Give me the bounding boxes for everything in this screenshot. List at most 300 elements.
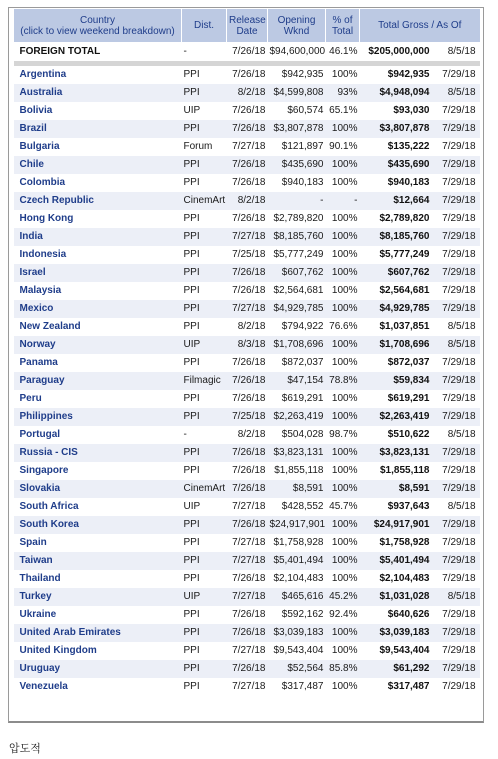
- opening-weekend: $8,185,760: [268, 228, 326, 246]
- percent-of-total: 85.8%: [326, 660, 360, 678]
- distributor: PPI: [182, 516, 227, 534]
- release-date: 7/26/18: [227, 516, 268, 534]
- release-date: 7/26/18: [227, 264, 268, 282]
- distributor: PPI: [183, 609, 200, 620]
- table-row: [14, 624, 480, 642]
- country-link[interactable]: United Kingdom: [19, 645, 97, 656]
- release-date: 7/26/18: [232, 465, 266, 476]
- foreign-box-office-table: [13, 8, 480, 696]
- foreign-total-dist: -: [183, 46, 187, 58]
- opening-weekend: $794,922: [281, 321, 324, 332]
- opening-weekend: $9,543,404: [273, 645, 324, 656]
- country-link[interactable]: Thailand: [19, 573, 61, 584]
- total-gross: $135,222: [387, 141, 430, 152]
- as-of-date: 8/5/18: [447, 321, 476, 332]
- caption-text: 압도적: [9, 742, 41, 755]
- total-gross: $12,664: [360, 192, 432, 210]
- table-row: [14, 174, 480, 192]
- table-row: [14, 642, 480, 660]
- table-row: [14, 408, 480, 426]
- release-date: 7/27/18: [232, 681, 266, 692]
- table-row: [14, 480, 480, 498]
- release-date: 7/25/18: [227, 408, 268, 426]
- release-date: 7/26/18: [232, 609, 266, 620]
- release-date: 7/25/18: [232, 249, 266, 260]
- as-of-date: 7/29/18: [442, 141, 476, 152]
- table-row: [14, 84, 480, 102]
- total-gross: $3,807,878: [360, 120, 432, 138]
- foreign-total-label: FOREIGN TOTAL: [19, 46, 101, 58]
- country-link[interactable]: Mexico: [14, 300, 182, 318]
- release-date: 8/2/18: [237, 429, 266, 440]
- country-link[interactable]: South Africa: [19, 501, 79, 512]
- total-gross: $3,039,183: [360, 624, 432, 642]
- country-link[interactable]: Singapore: [19, 465, 69, 476]
- percent-of-total: 100%: [326, 120, 360, 138]
- opening-weekend: $121,897: [281, 141, 324, 152]
- country-link[interactable]: India: [14, 228, 182, 246]
- as-of-date: 7/29/18: [432, 480, 480, 498]
- release-date: 7/26/18: [232, 393, 266, 404]
- total-gross: $4,948,094: [360, 84, 432, 102]
- total-gross: $24,917,901: [360, 516, 432, 534]
- country-link[interactable]: Indonesia: [19, 249, 67, 260]
- as-of-date: 7/29/18: [442, 681, 476, 692]
- opening-weekend: $465,616: [268, 588, 326, 606]
- release-date: 7/26/18: [232, 69, 266, 80]
- total-gross: $1,855,118: [380, 465, 430, 476]
- opening-weekend: $428,552: [281, 501, 324, 512]
- distributor: PPI: [183, 213, 200, 224]
- total-gross: $510,622: [387, 429, 430, 440]
- distributor: PPI: [182, 156, 227, 174]
- total-gross: $1,031,028: [360, 588, 432, 606]
- release-date: 7/26/18: [227, 120, 268, 138]
- distributor: PPI: [183, 321, 200, 332]
- as-of-date: 7/29/18: [432, 228, 480, 246]
- box-office-table-frame: [8, 7, 484, 723]
- distributor: PPI: [183, 357, 200, 368]
- table-row: [14, 426, 480, 444]
- release-date: 8/2/18: [237, 321, 266, 332]
- as-of-date: 7/29/18: [442, 213, 476, 224]
- percent-of-total: 100%: [326, 336, 360, 354]
- opening-weekend: $2,104,483: [273, 573, 324, 584]
- opening-weekend: $5,777,249: [273, 249, 324, 260]
- opening-weekend: $435,690: [268, 156, 326, 174]
- dist-column-header[interactable]: Dist.: [182, 9, 227, 43]
- distributor: UIP: [182, 588, 227, 606]
- country-link[interactable]: Venezuela: [19, 681, 68, 692]
- country-column-header[interactable]: [14, 9, 182, 43]
- distributor: PPI: [182, 660, 227, 678]
- release-date: 7/27/18: [227, 300, 268, 318]
- table-row: [14, 570, 480, 588]
- total-gross: $942,935: [387, 69, 430, 80]
- as-of-date: 7/29/18: [432, 408, 480, 426]
- as-of-date: 8/5/18: [432, 336, 480, 354]
- distributor: PPI: [182, 228, 227, 246]
- distributor: PPI: [183, 393, 200, 404]
- release-date: 7/27/18: [227, 228, 268, 246]
- foreign-total-row: [14, 43, 480, 61]
- total-gross: $9,543,404: [379, 645, 430, 656]
- total-gross: $1,708,696: [360, 336, 432, 354]
- release-date: 7/26/18: [232, 213, 266, 224]
- release-date: 7/26/18: [227, 444, 268, 462]
- table-body: [14, 43, 480, 696]
- distributor: PPI: [182, 624, 227, 642]
- country-link[interactable]: Paraguay: [14, 372, 182, 390]
- percent-of-total: 100%: [326, 516, 360, 534]
- total-gross-column-header[interactable]: Total Gross / As Of: [360, 9, 480, 43]
- distributor: PPI: [183, 177, 200, 188]
- total-gross: $2,789,820: [379, 213, 430, 224]
- country-link[interactable]: Chile: [14, 156, 182, 174]
- total-gross: $317,487: [387, 681, 430, 692]
- percent-of-total: 100%: [331, 681, 358, 692]
- country-link[interactable]: Uruguay: [14, 660, 182, 678]
- percent-of-total: 90.1%: [329, 141, 358, 152]
- opening-weekend: $504,028: [281, 429, 324, 440]
- percent-of-total: 100%: [326, 156, 360, 174]
- distributor: PPI: [183, 69, 200, 80]
- distributor: PPI: [183, 537, 200, 548]
- release-date: 7/26/18: [232, 177, 266, 188]
- as-of-date: 7/29/18: [432, 624, 480, 642]
- release-date: 7/27/18: [232, 537, 266, 548]
- total-gross: $93,030: [393, 105, 430, 116]
- release-date: 7/26/18: [232, 285, 266, 296]
- country-link[interactable]: Czech Republic: [14, 192, 182, 210]
- opening-weekend: $619,291: [281, 393, 324, 404]
- table-row: [14, 192, 480, 210]
- opening-weekend: $607,762: [268, 264, 326, 282]
- distributor: PPI: [182, 300, 227, 318]
- distributor: PPI: [182, 264, 227, 282]
- country-link[interactable]: Brazil: [14, 120, 182, 138]
- percent-of-total: 100%: [326, 408, 360, 426]
- release-date: 7/26/18: [232, 105, 266, 116]
- distributor: PPI: [182, 552, 227, 570]
- table-row: [14, 372, 480, 390]
- percent-of-total: 100%: [331, 393, 358, 404]
- release-date: 7/27/18: [227, 552, 268, 570]
- percent-of-total: 100%: [326, 228, 360, 246]
- country-link[interactable]: Colombia: [19, 177, 66, 188]
- opening-weekend: $317,487: [281, 681, 324, 692]
- distributor: UIP: [183, 105, 201, 116]
- table-row: [14, 336, 480, 354]
- table-row: [14, 264, 480, 282]
- distributor: -: [183, 429, 187, 440]
- percent-of-total: 100%: [326, 624, 360, 642]
- total-gross: $435,690: [360, 156, 432, 174]
- country-link[interactable]: Norway: [14, 336, 182, 354]
- table-row: [14, 102, 480, 120]
- total-gross: $2,564,681: [379, 285, 430, 296]
- release-date: 7/26/18: [227, 624, 268, 642]
- opening-weekend: $4,929,785: [268, 300, 326, 318]
- distributor: PPI: [182, 84, 227, 102]
- percent-of-total: 65.1%: [329, 105, 358, 116]
- country-link[interactable]: Peru: [19, 393, 42, 404]
- table-row: [14, 138, 480, 156]
- opening-weekend: -: [268, 192, 326, 210]
- total-gross: $937,643: [387, 501, 430, 512]
- as-of-date: 7/29/18: [432, 120, 480, 138]
- percent-of-total: 93%: [326, 84, 360, 102]
- release-date: 7/26/18: [232, 573, 266, 584]
- total-gross: $3,823,131: [360, 444, 432, 462]
- distributor: UIP: [183, 501, 201, 512]
- distributor: CinemArt: [182, 192, 227, 210]
- table-row: [14, 462, 480, 480]
- total-gross: $940,183: [387, 177, 430, 188]
- percent-of-total-column-header[interactable]: % of Total: [326, 9, 360, 43]
- release-date: 7/26/18: [232, 357, 266, 368]
- release-date: 7/26/18: [227, 156, 268, 174]
- total-gross: $1,758,928: [379, 537, 430, 548]
- opening-weekend: $3,807,878: [268, 120, 326, 138]
- percent-of-total: 100%: [326, 444, 360, 462]
- percent-of-total: 100%: [331, 69, 358, 80]
- country-link[interactable]: Israel: [14, 264, 182, 282]
- percent-of-total: 100%: [331, 573, 358, 584]
- as-of-date: 7/29/18: [442, 69, 476, 80]
- total-gross: $872,037: [387, 357, 430, 368]
- total-gross: $5,401,494: [360, 552, 432, 570]
- foreign-total-as-of: 8/5/18: [447, 46, 476, 58]
- total-gross: $4,929,785: [360, 300, 432, 318]
- foreign-total-gross: $205,000,000: [368, 46, 430, 58]
- table-row: [14, 282, 480, 300]
- country-link[interactable]: Argentina: [19, 69, 67, 80]
- country-link[interactable]: Panama: [19, 357, 58, 368]
- country-link[interactable]: New Zealand: [19, 321, 81, 332]
- opening-weekend: $47,154: [268, 372, 326, 390]
- opening-weekend: $2,263,419: [268, 408, 326, 426]
- release-date: 8/2/18: [227, 192, 268, 210]
- country-link[interactable]: Taiwan: [14, 552, 182, 570]
- opening-weekend: $942,935: [281, 69, 324, 80]
- as-of-date: 8/5/18: [447, 501, 476, 512]
- as-of-date: 7/29/18: [432, 156, 480, 174]
- total-gross: $2,104,483: [379, 573, 430, 584]
- as-of-date: 7/29/18: [432, 264, 480, 282]
- opening-weekend: $60,574: [287, 105, 324, 116]
- opening-weekend: $4,599,808: [268, 84, 326, 102]
- opening-weekend: $1,758,928: [273, 537, 324, 548]
- table-row: [14, 66, 480, 84]
- as-of-date: 7/29/18: [442, 105, 476, 116]
- foreign-total-release: 7/26/18: [232, 46, 266, 58]
- release-date: 7/26/18: [227, 660, 268, 678]
- country-link[interactable]: Portugal: [19, 429, 61, 440]
- distributor: PPI: [183, 465, 200, 476]
- opening-weekend: $1,708,696: [268, 336, 326, 354]
- as-of-date: 8/5/18: [432, 588, 480, 606]
- distributor: Filmagic: [182, 372, 227, 390]
- total-gross: $61,292: [360, 660, 432, 678]
- country-link[interactable]: South Korea: [14, 516, 182, 534]
- table-row: [14, 444, 480, 462]
- percent-of-total: 100%: [331, 177, 358, 188]
- release-date: 7/27/18: [227, 588, 268, 606]
- percent-of-total: 100%: [331, 645, 358, 656]
- distributor: PPI: [183, 249, 200, 260]
- opening-weekend: $52,564: [268, 660, 326, 678]
- distributor: PPI: [183, 681, 200, 692]
- country-link[interactable]: Bulgaria: [19, 141, 60, 152]
- distributor: PPI: [183, 573, 200, 584]
- opening-weekend: $5,401,494: [268, 552, 326, 570]
- table-row: [14, 588, 480, 606]
- distributor: UIP: [182, 336, 227, 354]
- opening-weekend: $3,823,131: [268, 444, 326, 462]
- as-of-date: 8/5/18: [432, 84, 480, 102]
- percent-of-total: 100%: [326, 480, 360, 498]
- as-of-date: 7/29/18: [442, 645, 476, 656]
- distributor: PPI: [183, 645, 200, 656]
- total-gross: $8,591: [360, 480, 432, 498]
- percent-of-total: -: [326, 192, 360, 210]
- total-gross: $59,834: [360, 372, 432, 390]
- country-link[interactable]: United Arab Emirates: [14, 624, 182, 642]
- as-of-date: 7/29/18: [442, 357, 476, 368]
- as-of-date: 7/29/18: [442, 177, 476, 188]
- opening-weekend: $2,789,820: [273, 213, 324, 224]
- country-link[interactable]: Turkey: [14, 588, 182, 606]
- opening-weekend: $872,037: [281, 357, 324, 368]
- total-gross: $1,037,851: [379, 321, 430, 332]
- release-date: 7/27/18: [232, 645, 266, 656]
- table-row: [14, 210, 480, 228]
- table-row: [14, 678, 480, 696]
- opening-weekend: $940,183: [281, 177, 324, 188]
- distributor: CinemArt: [182, 480, 227, 498]
- percent-of-total: 45.2%: [326, 588, 360, 606]
- table-row: [14, 606, 480, 624]
- as-of-date: 7/29/18: [442, 573, 476, 584]
- table-row: [14, 534, 480, 552]
- country-link[interactable]: Spain: [19, 537, 47, 548]
- table-row: [14, 318, 480, 336]
- as-of-date: 7/29/18: [442, 537, 476, 548]
- table-row: [14, 120, 480, 138]
- release-date: 7/27/18: [232, 501, 266, 512]
- as-of-date: 7/29/18: [432, 552, 480, 570]
- as-of-date: 7/29/18: [432, 660, 480, 678]
- percent-of-total: 100%: [326, 552, 360, 570]
- percent-of-total: 78.8%: [326, 372, 360, 390]
- percent-of-total: 45.7%: [329, 501, 358, 512]
- country-link[interactable]: Malaysia: [19, 285, 62, 296]
- percent-of-total: 76.6%: [329, 321, 358, 332]
- percent-of-total: 100%: [326, 264, 360, 282]
- release-date: 7/26/18: [227, 372, 268, 390]
- percent-of-total: 100%: [331, 537, 358, 548]
- foreign-total-pct: 46.1%: [329, 46, 358, 58]
- table-row: [14, 300, 480, 318]
- percent-of-total: 98.7%: [329, 429, 358, 440]
- total-gross: $5,777,249: [379, 249, 430, 260]
- as-of-date: 7/29/18: [442, 249, 476, 260]
- foreign-total-opening: $94,600,000: [269, 46, 326, 58]
- distributor: PPI: [183, 285, 200, 296]
- table-row: [14, 228, 480, 246]
- table-row: [14, 498, 480, 516]
- percent-of-total: 92.4%: [329, 609, 358, 620]
- table-row: [14, 390, 480, 408]
- percent-of-total: 100%: [331, 249, 358, 260]
- release-date: 7/27/18: [232, 141, 266, 152]
- total-gross: $640,626: [387, 609, 430, 620]
- distributor: PPI: [182, 120, 227, 138]
- table-row: [14, 660, 480, 678]
- opening-weekend: $1,855,118: [274, 465, 324, 476]
- as-of-date: 7/29/18: [432, 516, 480, 534]
- distributor: PPI: [182, 408, 227, 426]
- percent-of-total: 100%: [331, 465, 358, 476]
- total-gross: $607,762: [360, 264, 432, 282]
- release-date-column-header[interactable]: Release Date: [227, 9, 268, 43]
- opening-weekend: $3,039,183: [268, 624, 326, 642]
- country-link[interactable]: Russia - CIS: [14, 444, 182, 462]
- release-date: 7/26/18: [227, 480, 268, 498]
- percent-of-total: 100%: [331, 285, 358, 296]
- total-gross: $8,185,760: [360, 228, 432, 246]
- country-link[interactable]: Australia: [14, 84, 182, 102]
- percent-of-total: 100%: [326, 300, 360, 318]
- distributor: Forum: [183, 141, 213, 152]
- country-link[interactable]: Ukraine: [19, 609, 57, 620]
- table-header-row: [14, 9, 480, 43]
- country-link[interactable]: Bolivia: [19, 105, 53, 116]
- opening-weekend: $592,162: [281, 609, 324, 620]
- release-date: 8/2/18: [227, 84, 268, 102]
- table-row: [14, 516, 480, 534]
- opening-weekend: $8,591: [268, 480, 326, 498]
- table-row: [14, 246, 480, 264]
- release-date: 8/3/18: [227, 336, 268, 354]
- percent-of-total: 100%: [331, 357, 358, 368]
- country-link[interactable]: Philippines: [14, 408, 182, 426]
- country-link[interactable]: Slovakia: [14, 480, 182, 498]
- as-of-date: 8/5/18: [447, 429, 476, 440]
- as-of-date: 7/29/18: [442, 393, 476, 404]
- table-row: [14, 156, 480, 174]
- table-row: [14, 354, 480, 372]
- opening-weekend-column-header[interactable]: Opening Wknd: [268, 9, 326, 43]
- total-gross: $619,291: [387, 393, 430, 404]
- country-link[interactable]: Hong Kong: [19, 213, 74, 224]
- as-of-date: 7/29/18: [432, 300, 480, 318]
- country-header-hint: (click to view weekend breakdown): [20, 25, 175, 37]
- as-of-date: 7/29/18: [432, 372, 480, 390]
- as-of-date: 7/29/18: [432, 192, 480, 210]
- as-of-date: 7/29/18: [442, 465, 476, 476]
- percent-of-total: 100%: [331, 213, 358, 224]
- opening-weekend: $2,564,681: [273, 285, 324, 296]
- as-of-date: 7/29/18: [432, 444, 480, 462]
- country-header-label: Country: [79, 14, 115, 26]
- table-row: [14, 552, 480, 570]
- total-gross: $2,263,419: [360, 408, 432, 426]
- as-of-date: 7/29/18: [442, 609, 476, 620]
- opening-weekend: $24,917,901: [268, 516, 326, 534]
- distributor: PPI: [182, 444, 227, 462]
